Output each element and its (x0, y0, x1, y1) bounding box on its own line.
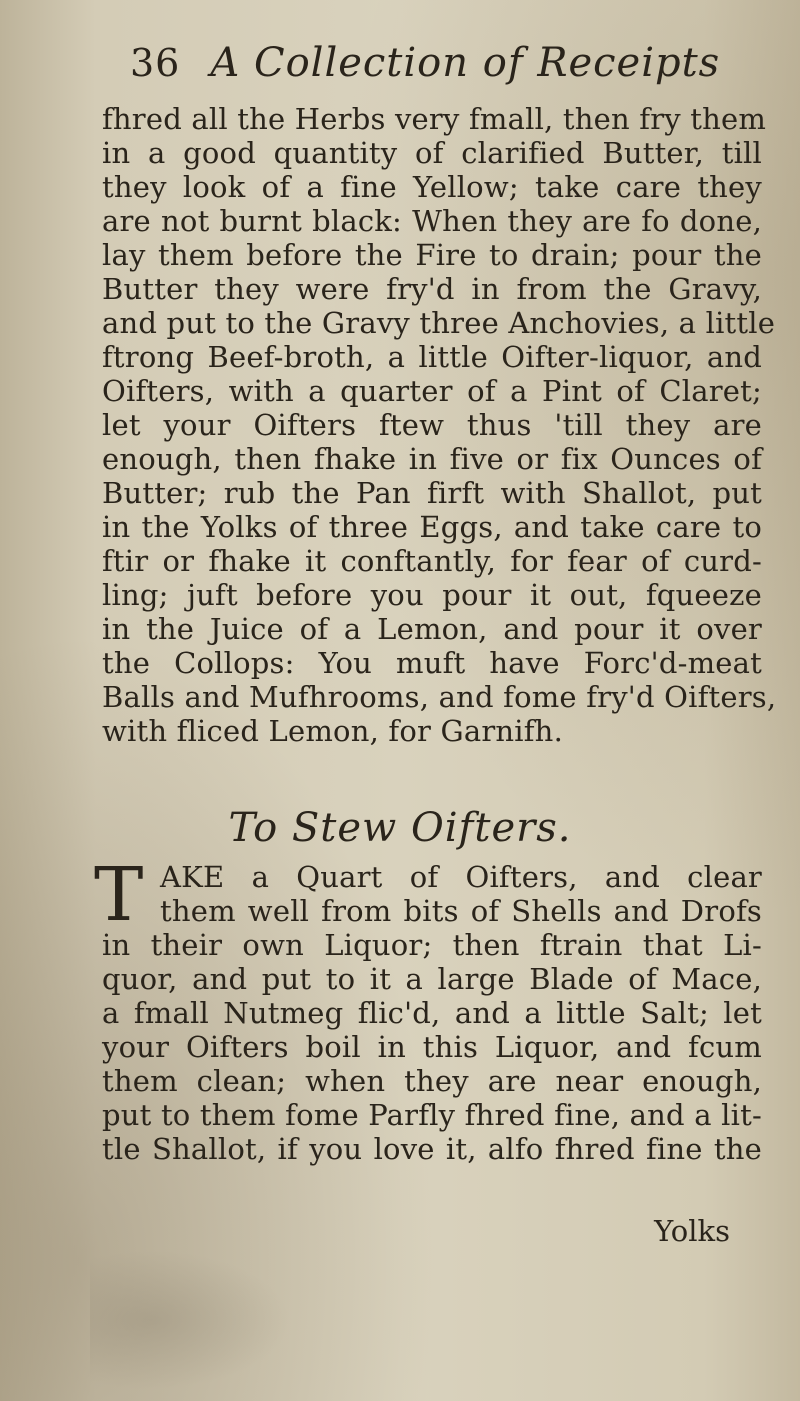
text-line: put to them fome Parfly fhred fine, and a lit- (102, 1098, 762, 1132)
text-line: in the Yolks of three Eggs, and take care to (102, 510, 762, 544)
text-line: with fliced Lemon, for Garnifh. (102, 714, 563, 748)
text-line: and put to the Gravy three Anchovies, a little (102, 306, 776, 340)
drop-cap: T (94, 852, 144, 938)
paper-stain (90, 1250, 290, 1390)
text-line: the Collops: You muft have Forc'd-meat (102, 646, 762, 680)
text-line: them well from bits of Shells and Drofs (160, 894, 762, 928)
text-line: Oifters, with a quarter of a Pint of Claret; (102, 374, 762, 408)
paragraph-stew-oysters (94, 852, 762, 1166)
text-line: a fmall Nutmeg flic'd, and a little Salt; let (102, 996, 762, 1030)
text-line: tle Shallot, if you love it, alfo fhred fine the (102, 1132, 762, 1166)
text-line: lay them before the Fire to drain; pour the (102, 238, 762, 272)
page-number: 36 (130, 41, 181, 85)
text-line: quor, and put to it a large Blade of Mace, (102, 962, 762, 996)
text-line: let your Oifters ftew thus 'till they are (102, 408, 762, 442)
page-header-title: A Collection of Receipts (210, 40, 721, 86)
running-head (130, 40, 721, 96)
text-line-content: AKE a Quart of Oifters, and clear (160, 860, 762, 894)
text-line: in a good quantity of clarified Butter, till (102, 136, 762, 170)
text-line: ftrong Beef-broth, a little Oifter-liquor, and (102, 340, 762, 374)
text-line: ftir or fhake it conftantly, for fear of curd- (102, 544, 762, 578)
text-line: they look of a fine Yellow; take care they (102, 170, 762, 204)
text-line: in their own Liquor; then ftrain that Li- (102, 928, 762, 962)
section-heading: To Stew Oifters. (228, 805, 572, 851)
text-line: them clean; when they are near enough, (102, 1064, 762, 1098)
catchword: Yolks (654, 1214, 730, 1248)
text-line: fhred all the Herbs very fmall, then fry them (102, 102, 767, 136)
text-line: your Oifters boil in this Liquor, and fcum (102, 1030, 762, 1064)
text-line: Balls and Mufhrooms, and fome fry'd Oifters, (102, 680, 777, 714)
text-line: Butter they were fry'd in from the Gravy, (102, 272, 762, 306)
paragraph-collops-continued (102, 102, 777, 748)
text-line: enough, then fhake in five or fix Ounces of (102, 442, 762, 476)
text-line: ling; juft before you pour it out, fqueeze (102, 578, 762, 612)
text-line: are not burnt black: When they are fo done, (102, 204, 762, 238)
text-line: Butter; rub the Pan firft with Shallot, put (102, 476, 762, 510)
text-line: in the Juice of a Lemon, and pour it over (102, 612, 762, 646)
